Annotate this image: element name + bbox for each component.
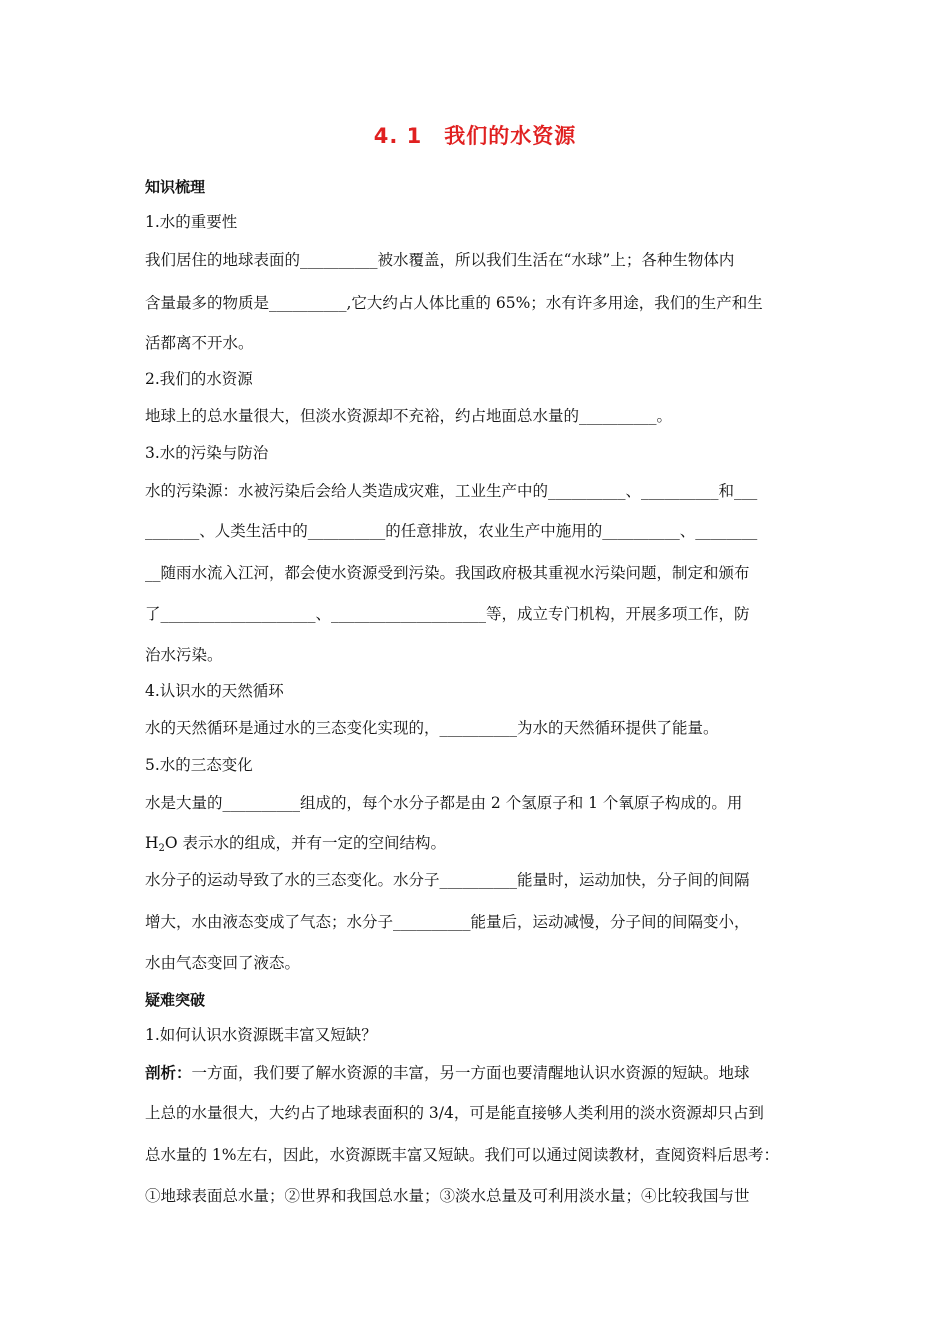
answer-text: 一方面，我们要了解水资源的丰富，另一方面也要清醒地认识水资源的短缺。地球 <box>191 1064 750 1082</box>
page-title: 4. 1 我们的水资源 <box>373 124 577 148</box>
paragraph-line: 治水污染。 <box>145 646 223 664</box>
question-line: 1.如何认识水资源既丰富又短缺？ <box>145 1026 377 1044</box>
formula-rest: O 表示水的组成，并有一定的空间结构。 <box>164 834 447 852</box>
paragraph-line: __随雨水流入江河，都会使水资源受到污染。我国政府极其重视水污染问题，制定和颁布 <box>145 564 750 582</box>
paragraph-line: 我们居住的地球表面的__________被水覆盖，所以我们生活在“水球”上；各种生物体内 <box>145 251 735 269</box>
paragraph-line: 增大，水由液态变成了气态；水分子__________能量后，运动减慢，分子间的间隔变小， <box>145 913 750 931</box>
section-heading-knowledge: 知识梳理 <box>145 178 206 196</box>
paragraph-line: 水的污染源：水被污染后会给人类造成灾难，工业生产中的__________、__________和___ <box>145 482 758 500</box>
paragraph-line: 水的天然循环是通过水的三态变化实现的，__________为水的天然循环提供了能量。 <box>145 719 719 737</box>
subheading-cycle: 4.认识水的天然循环 <box>145 682 284 700</box>
paragraph-line: 总水量的 1%左右，因此，水资源既丰富又短缺。我们可以通过阅读教材，查阅资料后思考： <box>145 1146 780 1164</box>
formula-h: H <box>145 834 159 852</box>
section-heading-difficulty: 疑难突破 <box>145 991 206 1009</box>
paragraph-line: 含量最多的物质是__________,它大约占人体比重的 65%；水有许多用途，我们的生产和生 <box>145 294 763 312</box>
paragraph-line: 水是大量的__________组成的，每个水分子都是由 2 个氢原子和 1 个氧原子构成的。用 <box>145 794 743 812</box>
paragraph-line: 水分子的运动导致了水的三态变化。水分子__________能量时，运动加快，分子间的间隔 <box>145 871 750 889</box>
subheading-pollution: 3.水的污染与防治 <box>145 444 269 462</box>
subheading-resources: 2.我们的水资源 <box>145 370 253 388</box>
paragraph-line: 活都离不开水。 <box>145 334 254 352</box>
subheading-importance: 1.水的重要性 <box>145 213 238 231</box>
paragraph-line: 了____________________、____________________等，成立专门机构，开展多项工作，防 <box>145 605 750 623</box>
formula-subscript: 2 <box>158 843 165 854</box>
paragraph-line-formula <box>145 833 825 853</box>
paragraph-line: 水由气态变回了液态。 <box>145 954 301 972</box>
paragraph-line: 地球上的总水量很大，但淡水资源却不充裕，约占地面总水量的__________。 <box>145 407 673 425</box>
paragraph-line: ①地球表面总水量；②世界和我国总水量；③淡水总量及可利用淡水量；④比较我国与世 <box>145 1187 750 1205</box>
answer-line <box>145 1063 825 1083</box>
paragraph-line: 上总的水量很大，大约占了地球表面积的 3/4，可是能直接够人类利用的淡水资源却只占到 <box>145 1104 764 1122</box>
analysis-label: 剖析： <box>145 1064 192 1082</box>
paragraph-line: _______、人类生活中的__________的任意排放，农业生产中施用的__________、________ <box>145 522 758 540</box>
subheading-states: 5.水的三态变化 <box>145 756 253 774</box>
